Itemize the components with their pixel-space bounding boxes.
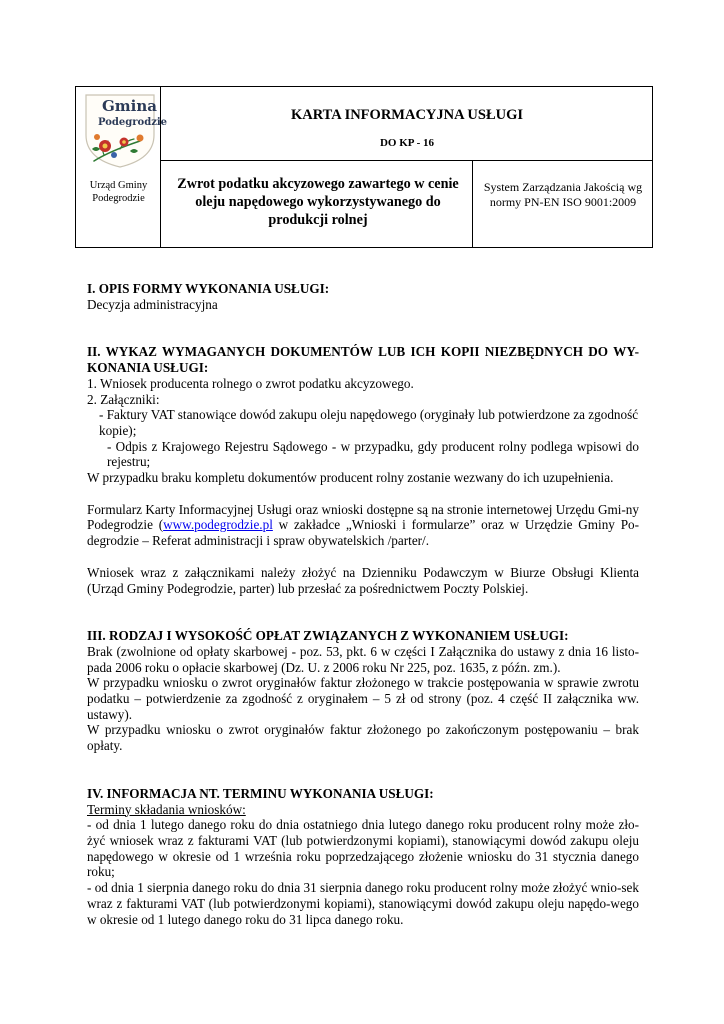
header-divider [472, 161, 473, 247]
section-2-heading: II. WYKAZ WYMAGANYCH DOKUMENTÓW LUB ICH KOPII NIEZBĘDNYCH DO WY-KONANIA USŁUGI: [87, 344, 639, 376]
deadline-august: - od dnia 1 sierpnia danego roku do dnia 31 sierpnia danego roku producent rolny może złożyć wnio-sek wraz z fakturami VAT (lub potwierdzonymi kopiami), stanowiącymi dowód zakupu oleju napędo-wego w okresie od 1 lutego danego roku do 31 lipca danego roku. [87, 880, 639, 927]
section-4-heading: IV. INFORMACJA NT. TERMINU WYKONANIA USŁUGI: [87, 785, 434, 801]
section-3-heading: III. RODZAJ I WYSOKOŚĆ OPŁAT ZWIĄZANYCH Z WYKONANIEM USŁUGI: [87, 628, 569, 644]
attachment-krs-text: - Odpis z Krajowego Rejestru Sądowego - w przypadku, gdy producent rolny podlega wpisowi do rejestru; [107, 438, 639, 470]
fee-after-proceedings: W przypadku wniosku o zwrot oryginałów faktur złożonego po zakończonym postępowaniu – brak opłaty. [87, 722, 639, 754]
document-item-2: 2. Załączniki: [87, 391, 160, 407]
card-title: KARTA INFORMACYJNA USŁUGI [290, 107, 524, 123]
gmina-logo [80, 89, 168, 169]
header-divider [160, 87, 161, 247]
section-1-text: Decyzja administracyjna [87, 296, 218, 312]
deadline-february: - od dnia 1 lutego danego roku do dnia ostatniego dnia lutego danego roku producent rolny może zło-żyć wniosek wraz z fakturami VAT (lub potwierdzonymi kopiami), stanowiącymi dowód zakupu oleju napędowego w okresie od 1 września roku poprzedzającego złożenie wniosku do 31 stycznia danego roku; [87, 817, 639, 880]
attachment-invoices [87, 407, 639, 438]
logo-text-line2: Podegrodzie [98, 117, 168, 128]
forms-info-text-cont: w zakładce „Wnioski i formularze” oraz w Urzędzie Gminy Po-degrodzie – Referat administracji i spraw obywatelskich /parter/. [87, 517, 640, 549]
website-link[interactable]: www.podegrodzie.pl [163, 517, 273, 533]
attachment-krs [87, 439, 639, 470]
submission-info: Wniosek wraz z załącznikami należy złożyć na Dzienniku Podawczym w Biurze Obsługi Klienta (Urząd Gminy Podegrodzie, parter) lub przesłać za pośrednictwem Poczty Polskiej. [87, 564, 639, 596]
incomplete-documents-note: W przypadku braku kompletu dokumentów producent rolny zostanie wezwany do ich uzupełnienia. [87, 470, 614, 486]
document-body [87, 281, 639, 927]
office-name: Urząd Gminy Podegrodzie [89, 180, 148, 204]
forms-info-text: Formularz Karty Informacyjnej Usługi oraz wnioski dostępne są na stronie internetowej Urzędu Gmi-ny Podegrodzie ( [87, 501, 639, 533]
card-code: DO KP - 16 [379, 137, 435, 149]
fee-exemption: Brak (zwolnione od opłaty skarbowej - poz. 53, pkt. 6 w części I Załącznika do ustawy z dnia 16 listo-pada 2006 roku o opłacie skarbowej (Dz. U. z 2006 roku Nr 225, poz. 1635, z późn. zm.). [87, 643, 639, 675]
fee-during-proceedings: W przypadku wniosku o zwrot oryginałów faktur złożonego w trakcie postępowania w sprawie zwrotu podatku – potwierdzenie za zgodność z oryginałem – 5 zł od strony (poz. 4 część II załącznika ww. ustawy). [87, 675, 639, 722]
document-item-1: 1. Wniosek producenta rolnego o zwrot podatku akcyzowego. [87, 375, 414, 391]
attachment-invoices-text: - Faktury VAT stanowiące dowód zakupu oleju napędowego (oryginały lub potwierdzone za zgodność kopie); [99, 407, 639, 438]
deadlines-subheading: Terminy składania wniosków: [87, 801, 246, 817]
header-table [75, 86, 653, 248]
quality-system: System Zarządzania Jakością wg normy PN-EN ISO 9001:2009 [483, 180, 643, 209]
logo-text-line1: Gmina [102, 97, 158, 115]
forms-info [87, 502, 639, 549]
header-divider [160, 160, 652, 161]
section-1-heading: I. OPIS FORMY WYKONANIA USŁUGI: [87, 281, 330, 296]
service-title: Zwrot podatku akcyzowego zawartego w cenie oleju napędowego wykorzystywanego do produkcji rolnej [177, 176, 459, 228]
